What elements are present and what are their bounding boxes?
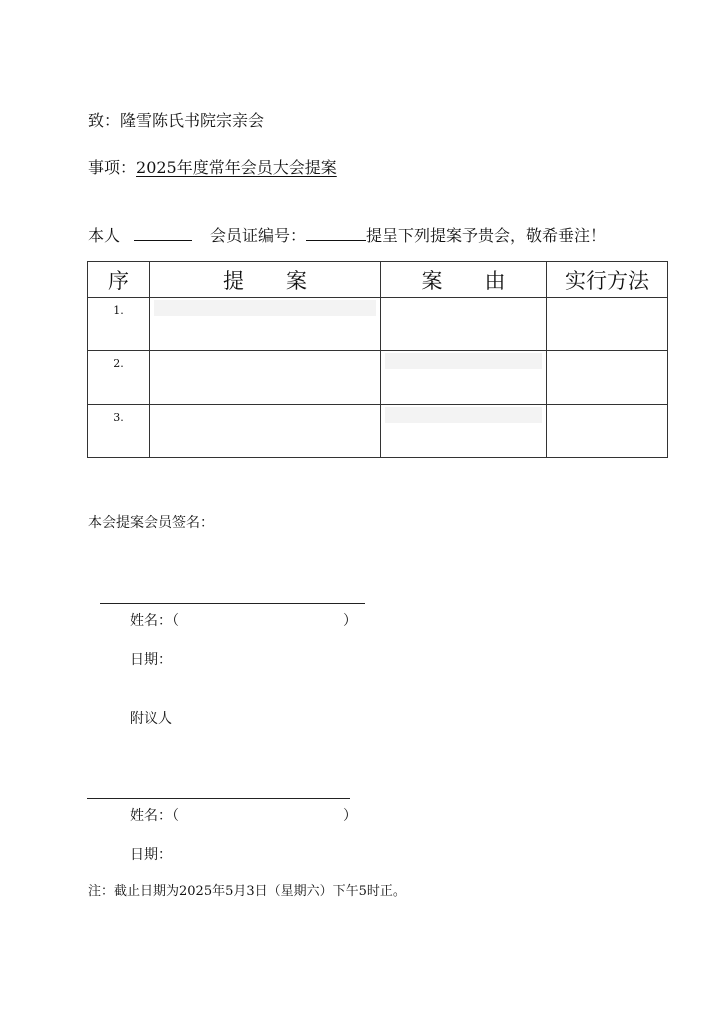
proposer-name-label: 姓名：（ xyxy=(130,613,179,629)
intro-line xyxy=(88,223,606,246)
method-cell[interactable] xyxy=(547,351,668,404)
intro-suffix: 提呈下列提案予贵会，敬希垂注！ xyxy=(366,226,607,245)
table-row xyxy=(88,404,668,457)
proposer-date-label: 日期： xyxy=(130,652,172,668)
table-row xyxy=(88,351,668,404)
seconder-name-close: ） xyxy=(343,808,357,824)
signature-label: 本会提案会员签名： xyxy=(88,515,214,531)
member-name-blank[interactable] xyxy=(134,226,192,241)
reason-cell[interactable] xyxy=(381,404,547,457)
proposal-cell[interactable] xyxy=(150,298,381,351)
table-row xyxy=(88,298,668,351)
member-no-blank[interactable] xyxy=(306,226,366,241)
proposer-signature-line[interactable] xyxy=(100,603,365,604)
table-header-row xyxy=(88,262,668,298)
proposal-table xyxy=(87,261,668,458)
seconder-label: 附议人 xyxy=(130,711,172,727)
method-cell[interactable] xyxy=(547,298,668,351)
reason-cell[interactable] xyxy=(381,298,547,351)
header-seq: 序 xyxy=(88,262,150,298)
subject-line xyxy=(88,155,337,178)
row-seq: 1. xyxy=(88,298,150,351)
header-reason: 案 由 xyxy=(381,262,547,298)
member-no-label: 会员证编号： xyxy=(210,226,307,245)
proposal-cell[interactable] xyxy=(150,404,381,457)
deadline-note: 注：截止日期为2025年5月3日（星期六）下午5时正。 xyxy=(88,884,406,899)
subject-value: 2025年度常年会员大会提案 xyxy=(136,158,337,177)
seconder-signature-line[interactable] xyxy=(87,798,350,799)
header-proposal: 提 案 xyxy=(150,262,381,298)
row-seq: 2. xyxy=(88,351,150,404)
addressee-line: 致：隆雪陈氏书院宗亲会 xyxy=(88,111,265,130)
method-cell[interactable] xyxy=(547,404,668,457)
row-seq: 3. xyxy=(88,404,150,457)
seconder-date-label: 日期： xyxy=(130,847,172,863)
intro-prefix: 本人 xyxy=(88,226,121,245)
proposal-cell[interactable] xyxy=(150,351,381,404)
subject-label: 事项： xyxy=(88,158,137,177)
proposer-name-close: ） xyxy=(343,613,357,629)
header-method: 实行方法 xyxy=(547,262,668,298)
seconder-name-label: 姓名：（ xyxy=(130,808,179,824)
reason-cell[interactable] xyxy=(381,351,547,404)
